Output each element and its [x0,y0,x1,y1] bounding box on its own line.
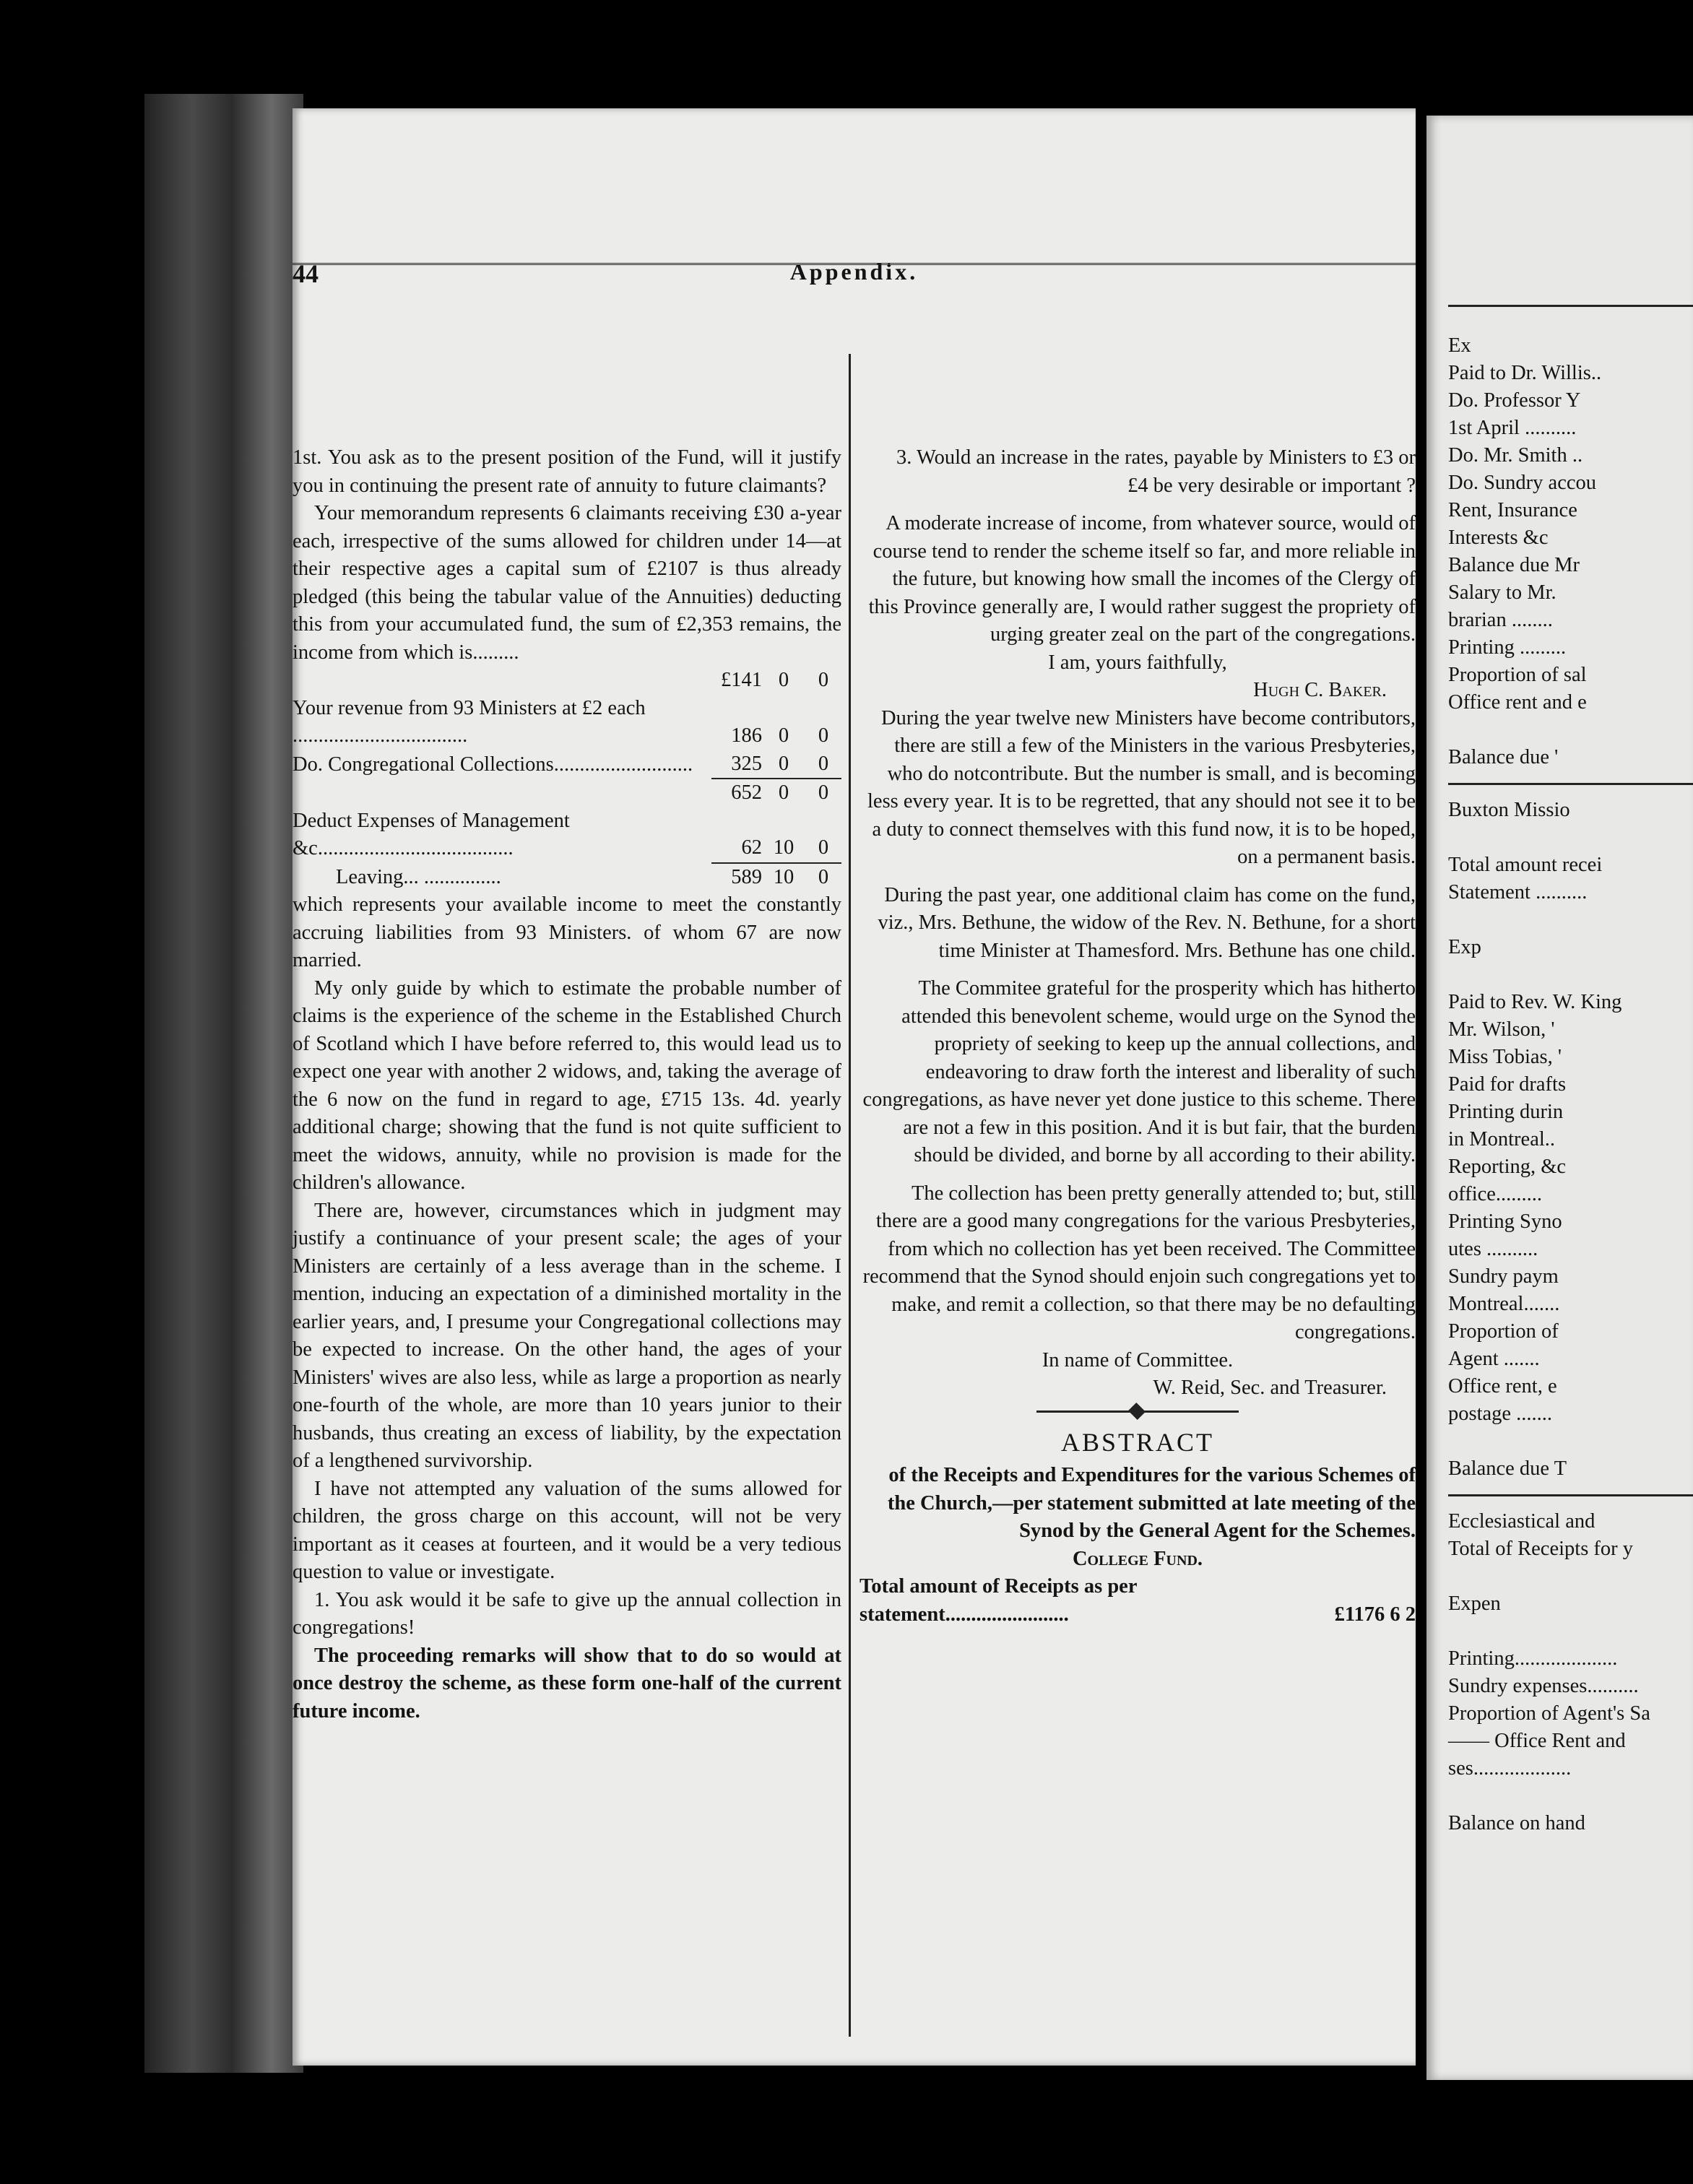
section-heading: College Fund. [1072,1547,1203,1570]
paragraph: which represents your available income to meet the constantly accruing liabilities from 93 Ministers. of whom 67 are now married. [293,893,841,971]
table-row: 652 0 0 [293,779,841,807]
facing-page-line: ses................... [1448,1757,1572,1780]
facing-page-line: Salary to Mr. [1448,581,1556,604]
facing-page-line: Paid to Dr. Willis.. [1448,362,1602,384]
facing-page-line: Office rent and e [1448,691,1587,714]
paragraph: The collection has been pretty generally attended to; but, still there are a good many congregations for the various Presbyteries, from which no collection has yet been received. The Committee recommend that the Synod should enjoin such congregations yet to make, and remit a collection, so that there may be no defaulting congregations. [862,1182,1416,1343]
facing-page-line: Sundry expenses.......... [1448,1675,1639,1697]
divider [1448,783,1693,785]
paragraph: A moderate increase of income, from whatever source, would of course tend to render the scheme itself so far, and more reliable in the future, but knowing how small the incomes of the Clergy of this Province generally are, I would rather suggest the propriety of urging greater zeal on the part of the congregations. [868,512,1416,646]
ecclesiastical-block [1448,1508,1693,1837]
facing-page-line: postage ....... [1448,1403,1553,1425]
table-row: Total amount of Receipts as per statement........................ £1176 6 2 [860,1575,1416,1626]
header-rule [293,263,1416,266]
paragraph: During the past year, one additional claim has come on the fund, viz., Mrs. Bethune, the widow of the Rev. N. Bethune, for a short time Minister at Thamesford. Mrs. Bethune has one child. [878,883,1416,962]
header-rule [1448,305,1693,307]
paragraph: The Commitee grateful for the prosperity which has hitherto attended this benevolent scheme, would urge on the Synod the propriety of seeking to keep up the annual collections, and endeavoring to draw forth the interest and liberality of such congregations, as have never yet done justice to this scheme. There are not a few in this position. And it is but fair, that the burden should be divided, and borne by all according to their ability. [862,977,1416,1166]
abstract-text: of the Receipts and Expenditures for the various Schemes of the Church,—per statement submitted at late meeting of the Synod by the General Agent for the Schemes. [887,1464,1416,1542]
facing-page-line: Do. Professor Y [1448,389,1581,412]
facing-page-line: Balance due T [1448,1457,1567,1480]
paragraph: 3. Would an increase in the rates, payable by Ministers to £3 or £4 be very desirable or important ? [896,446,1416,497]
facing-page-line [1448,1782,1693,1810]
table-row: Your revenue from 93 Ministers at £2 each .................................. 186 0 0 [293,696,829,747]
facing-page-line: Sundry paym [1448,1265,1559,1288]
facing-page-line [1448,1618,1693,1645]
page-number: 44 [293,259,319,288]
facing-page-line: Rent, Insurance [1448,499,1577,521]
facing-page-line: Total amount recei [1448,854,1603,876]
facing-page-line: Buxton Missio [1448,799,1570,821]
closing: I am, yours faithfully, [1048,651,1227,674]
facing-page-line: —— Office Rent and [1448,1730,1626,1752]
facing-page-line: Printing ......... [1448,636,1567,659]
college-fund-total [860,1573,1416,1629]
expenditure-block [1448,332,1693,771]
facing-page [1426,116,1693,2080]
facing-page-line: office......... [1448,1183,1543,1205]
facing-page-line: Ecclesiastical and [1448,1510,1595,1533]
table-row: Deduct Expenses of Management &c...................................... 62 10 0 [293,809,829,859]
running-head: Appendix. [789,259,919,285]
facing-page-line: Proportion of Agent's Sa [1448,1702,1650,1725]
left-column [293,444,841,1725]
facing-page-line: Balance on hand [1448,1812,1585,1834]
facing-page-line: Balance due ' [1448,746,1559,768]
facing-page-line: Statement .......... [1448,881,1588,904]
facing-page-line: utes .......... [1448,1238,1538,1260]
paragraph: During the year twelve new Ministers have become contributors, there are still a few of the Ministers in the various Presbyteries, who do notcontribute. But the number is small, and is becoming less every year. It is to be regretted, that any should not see it to be a duty to connect themselves with this fund now, it is to be hoped, on a permanent basis. [867,706,1416,868]
facing-page-line [1448,1563,1693,1590]
paragraph: There are, however, circumstances which in judgment may justify a continuance of your present scale; the ages of your Ministers are certainly of a less average than in the scheme. I mention, inducing an expectation of a diminished mortality in the earlier years, and, I presume your Congregational collections may be expected to increase. On the other hand, the ages of your Ministers' wives are also less, while as large a proportion as nearly one-fourth of the whole, are more than 10 years junior to their husbands, thus creating an excess of liability, by the expectation of a lengthened survivorship. [293,1199,841,1472]
facing-page-line: 1st April .......... [1448,417,1577,439]
right-column [860,444,1416,1629]
paragraph: 1st. You ask as to the present position of the Fund, will it justify you in continuing the present rate of annuity to future claimants? [293,446,841,497]
table-row: £141 0 0 [721,669,829,691]
committee-line: In name of Committee. [1042,1348,1234,1372]
facing-page-line: Interests &c [1448,526,1549,549]
facing-page-line: Expen [1448,1592,1501,1615]
facing-page-line: in Montreal.. [1448,1128,1556,1150]
facing-page-line: Balance due Mr [1448,554,1580,576]
facing-page-line: Reporting, &c [1448,1156,1567,1178]
facing-page-line: Paid for drafts [1448,1073,1567,1096]
facing-page-line: Total of Receipts for y [1448,1538,1634,1560]
facing-page-line: brarian ........ [1448,609,1553,631]
fund-table [293,667,841,891]
facing-page-line: Miss Tobias, ' [1448,1046,1562,1068]
facing-page-line [1448,824,1693,852]
facing-page-line: Proportion of [1448,1320,1559,1343]
abstract-title: ABSTRACT [1060,1427,1215,1457]
paragraph: 1. You ask would it be safe to give up the annual collection in congregations! [293,1588,841,1639]
book-fore-edge [144,94,303,2073]
facing-page-line: Office rent, e [1448,1375,1557,1398]
facing-page-line: Do. Sundry accou [1448,472,1596,494]
facing-page-line: Agent ....... [1448,1348,1540,1370]
treasurer-signature: W. Reid, Sec. and Treasurer. [1153,1377,1387,1399]
facing-page-line: Printing durin [1448,1101,1564,1123]
paragraph: I have not attempted any valuation of the sums allowed for children, the gross charge on this account, will not be very important as it ceases at fourteen, and it would be a very tedious question to value or investigate. [293,1477,841,1583]
paragraph: My only guide by which to estimate the probable number of claims is the experience of the scheme in the Established Church of Scotland which I have before referred to, this would lead us to expect one year with another 2 widows, and, taking the average of the 6 now on the fund in regard to age, £715 13s. 4d. yearly additional charge; showing that the fund is not quite sufficient to meet the widows, annuity, while no provision is made for the children's allowance. [293,976,841,1194]
paragraph: The proceeding remarks will show that to do so would at once destroy the scheme, as these form one-half of the current future income. [293,1644,841,1722]
facing-page-line [1448,961,1693,989]
facing-page-text [1448,332,1693,1837]
facing-page-line: Proportion of sal [1448,664,1587,686]
facing-page-line [1448,1428,1693,1455]
column-rule [849,354,851,2037]
facing-page-line: Mr. Wilson, ' [1448,1018,1555,1041]
ornamental-rule [860,1403,1416,1420]
facing-page-line: Printing Syno [1448,1210,1562,1233]
divider [1448,1494,1693,1496]
signature: Hugh C. Baker. [1253,679,1387,701]
paragraph: Your memorandum represents 6 claimants receiving £30 a-year each, irrespective of the sums allowed for children under 14—at their respective ages a capital sum of £2107 is thus already pledged (this being the tabular value of the Annuities) deducting this from your accumulated fund, the sum of £2,353 remains, the income from which is......... [293,502,841,664]
left-page [293,108,1416,2066]
buxton-mission-block [1448,797,1693,1483]
facing-page-line [1448,716,1693,744]
facing-page-line: Printing.................... [1448,1647,1618,1670]
table-row: Leaving... ............... 589 10 0 [293,863,841,892]
facing-page-line: Exp [1448,936,1481,958]
facing-page-line: Ex [1448,334,1471,357]
table-row: Do. Congregational Collections........................... 325 0 0 [293,752,829,776]
facing-page-line: Paid to Rev. W. King [1448,991,1622,1013]
facing-page-line [1448,906,1693,934]
facing-page-line: Do. Mr. Smith .. [1448,444,1583,467]
facing-page-line: Montreal....... [1448,1293,1560,1315]
